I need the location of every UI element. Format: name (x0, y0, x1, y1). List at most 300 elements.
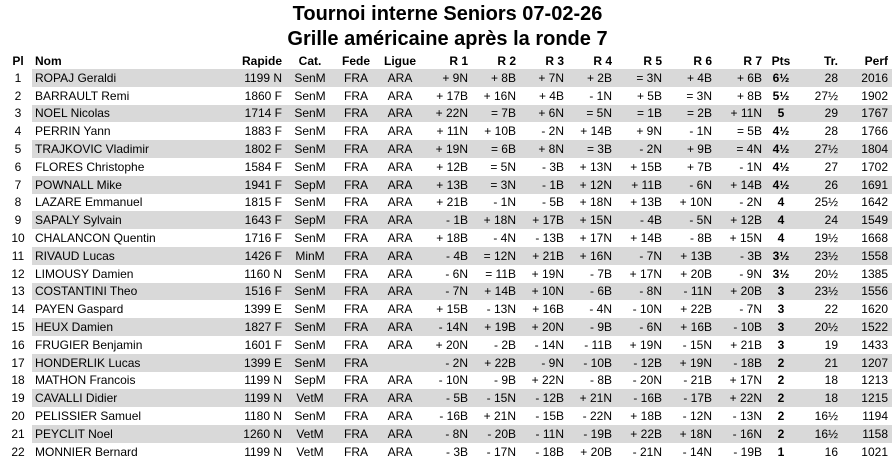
cell-federation: FRA (344, 88, 368, 103)
header-cat: Cat. (298, 53, 322, 68)
table-row (4, 122, 892, 140)
header-r5: R 5 (643, 53, 662, 68)
cell-category: SenM (286, 105, 334, 123)
cell-player-name: NOEL Nicolas (32, 105, 194, 123)
header-r3: R 3 (545, 53, 564, 68)
header-r6: R 6 (693, 53, 712, 68)
cell-round-5: = 1B (616, 105, 666, 123)
cell-round-4: - 8B (589, 373, 612, 388)
cell-points: 4 (777, 195, 785, 210)
cell-round-4: - 10B (568, 354, 616, 372)
cell-round-6: + 7B (686, 159, 712, 174)
table-row (4, 443, 892, 461)
cell-rating: 1426 F (194, 247, 286, 265)
cell-round-3: + 17B (520, 211, 568, 229)
table-row (4, 229, 892, 247)
cell-performance: 1021 (861, 444, 888, 459)
cell-tiebreak: 28 (796, 69, 842, 87)
cell-rating: 1860 F (244, 88, 282, 103)
cell-performance: 1215 (842, 389, 892, 407)
cell-round-3: - 2N (541, 124, 564, 139)
cell-league: ARA (387, 337, 413, 352)
cell-round-6: - 21B (683, 373, 712, 388)
cell-performance: 1385 (861, 266, 888, 281)
cell-round-5: - 12B (616, 354, 666, 372)
cell-league: ARA (378, 283, 422, 301)
table-row (4, 176, 892, 194)
cell-place: 22 (11, 444, 25, 459)
cell-round-6: + 19N (666, 354, 716, 372)
cell-federation: FRA (334, 389, 378, 407)
cell-place: 10 (11, 231, 25, 246)
cell-place: 9 (14, 213, 22, 228)
cell-league: ARA (387, 409, 413, 424)
cell-league: ARA (378, 176, 422, 194)
cell-performance: 1766 (861, 124, 888, 139)
cell-round-7: + 21B (730, 337, 762, 352)
cell-performance: 1804 (842, 140, 892, 158)
table-row (4, 407, 892, 425)
cell-place: 5 (14, 142, 22, 157)
cell-place: 16 (11, 337, 25, 352)
cell-round-6: - 17B (666, 389, 716, 407)
cell-round-1: - 2N (422, 354, 472, 372)
cell-points: 4½ (766, 176, 796, 194)
cell-category: SenM (286, 140, 334, 158)
cell-league: ARA (387, 302, 413, 317)
header-r7: R 7 (743, 53, 762, 68)
cell-place: 17 (11, 355, 25, 370)
cell-round-4: + 13N (579, 159, 612, 174)
cell-league: ARA (378, 105, 422, 123)
header-r4: R 4 (593, 53, 612, 68)
cell-place: 7 (14, 177, 22, 192)
cell-performance: 1158 (842, 425, 892, 443)
cell-round-2: + 14B (472, 283, 520, 301)
cell-round-4: - 11B (584, 337, 612, 352)
cell-place: 13 (11, 284, 25, 299)
cell-category: VetM (286, 425, 334, 443)
standings-table (4, 52, 892, 461)
cell-round-4: = 5N (568, 105, 616, 123)
cell-category: SenM (294, 266, 326, 281)
page-subtitle: Grille américaine après la ronde 7 (287, 28, 608, 50)
cell-round-3: - 3B (541, 159, 564, 174)
cell-league (378, 354, 422, 372)
cell-rating: 1516 F (194, 283, 286, 301)
cell-round-1: - 3B (445, 444, 468, 459)
table-row (4, 158, 892, 176)
cell-round-6: + 22B (680, 302, 712, 317)
cell-round-4: - 1N (589, 88, 612, 103)
header-ligue: Ligue (384, 53, 416, 68)
cell-rating: 1260 N (194, 425, 286, 443)
cell-round-3: - 15B (535, 409, 564, 424)
cell-round-5: - 20N (632, 373, 662, 388)
cell-league: ARA (387, 159, 413, 174)
cell-tiebreak: 28 (824, 124, 838, 139)
cell-round-5: - 21N (632, 444, 662, 459)
cell-performance: 1668 (861, 231, 888, 246)
cell-place: 15 (11, 320, 25, 335)
cell-league: ARA (378, 247, 422, 265)
cell-round-1: + 22N (422, 105, 472, 123)
cell-round-4: + 16N (568, 247, 616, 265)
cell-league: ARA (378, 69, 422, 87)
cell-tiebreak: 19 (824, 337, 838, 352)
cell-performance: 1691 (842, 176, 892, 194)
cell-round-7: = 5B (736, 124, 762, 139)
cell-category: SenM (286, 354, 334, 372)
cell-tiebreak: 27½ (796, 140, 842, 158)
cell-rating: 1643 F (194, 211, 286, 229)
cell-round-4: + 21N (568, 389, 616, 407)
cell-category: SenM (294, 302, 326, 317)
cell-round-6: - 12N (682, 409, 712, 424)
cell-category: SenM (286, 283, 334, 301)
cell-round-2: + 10B (484, 124, 516, 139)
cell-performance: 1902 (861, 88, 888, 103)
cell-place: 14 (11, 302, 25, 317)
cell-round-1: + 19N (422, 140, 472, 158)
cell-points: 3 (766, 318, 796, 336)
cell-round-7: + 20B (716, 283, 766, 301)
header-r1: R 1 (449, 53, 468, 68)
cell-federation: FRA (334, 211, 378, 229)
cell-federation: FRA (344, 124, 368, 139)
cell-tiebreak: 24 (796, 211, 842, 229)
cell-category: SenM (294, 409, 326, 424)
cell-round-4: + 12N (568, 176, 616, 194)
cell-round-3: + 10N (520, 283, 568, 301)
cell-round-5: + 11B (616, 176, 666, 194)
cell-points: 4 (777, 231, 785, 246)
cell-round-3: + 8N (520, 140, 568, 158)
table-row (4, 69, 892, 87)
cell-tiebreak: 18 (796, 389, 842, 407)
table-header-row (4, 52, 892, 69)
cell-round-5: + 13B (630, 195, 662, 210)
cell-category: MinM (286, 247, 334, 265)
cell-performance: 1620 (861, 302, 888, 317)
header-rapide: Rapide (241, 53, 282, 68)
cell-category: SepM (286, 211, 334, 229)
cell-tiebreak: 23½ (796, 247, 842, 265)
cell-player-name: PAYEN Gaspard (35, 302, 124, 317)
cell-federation: FRA (334, 283, 378, 301)
cell-player-name: TRAJKOVIC Vladimir (32, 140, 194, 158)
cell-round-3: + 6N (520, 105, 568, 123)
cell-tiebreak: 27 (824, 159, 838, 174)
cell-round-2: - 17N (486, 444, 516, 459)
cell-league: ARA (387, 195, 413, 210)
cell-player-name: FRUGIER Benjamin (35, 337, 143, 352)
cell-federation: FRA (334, 176, 378, 194)
cell-performance: 1433 (861, 337, 888, 352)
cell-round-5: - 2N (616, 140, 666, 158)
cell-round-5: + 9N (636, 124, 662, 139)
cell-round-2: - 9B (493, 373, 516, 388)
cell-round-3: + 21B (520, 247, 568, 265)
cell-round-5: = 3N (616, 69, 666, 87)
cell-rating: 1601 F (244, 337, 282, 352)
cell-federation: FRA (344, 373, 368, 388)
cell-round-5: - 4B (616, 211, 666, 229)
cell-league: ARA (387, 266, 413, 281)
cell-round-4: - 19B (568, 425, 616, 443)
cell-round-1: + 12B (436, 159, 468, 174)
cell-round-1: - 14N (422, 318, 472, 336)
cell-place: 6 (14, 159, 22, 174)
cell-round-7: + 14B (716, 176, 766, 194)
cell-player-name: HONDERLIK Lucas (32, 354, 194, 372)
cell-round-6: - 1N (689, 124, 712, 139)
cell-round-5: - 16B (616, 389, 666, 407)
cell-federation: FRA (344, 409, 368, 424)
cell-tiebreak: 26 (796, 176, 842, 194)
cell-round-4: + 15N (568, 211, 616, 229)
cell-rating: 1199 N (244, 373, 282, 388)
cell-round-7: + 17N (729, 373, 762, 388)
cell-place: 8 (14, 195, 22, 210)
cell-round-7: - 13N (732, 409, 762, 424)
cell-rating: 1399 E (194, 354, 286, 372)
table-row (4, 389, 892, 407)
cell-round-5: + 19N (629, 337, 662, 352)
cell-round-3: + 20N (520, 318, 568, 336)
cell-round-7: + 15N (729, 231, 762, 246)
cell-round-7: - 7N (739, 302, 762, 317)
cell-category: SenM (294, 231, 326, 246)
cell-player-name: MATHON Francois (35, 373, 136, 388)
cell-round-5: - 8N (616, 283, 666, 301)
cell-round-3: - 11N (520, 425, 568, 443)
cell-round-7: - 19B (733, 444, 762, 459)
cell-rating: 1716 F (244, 231, 282, 246)
cell-rating: 1199 N (194, 69, 286, 87)
cell-player-name: ROPAJ Geraldi (32, 69, 194, 87)
cell-rating: 1180 N (244, 409, 282, 424)
cell-round-6: - 14N (682, 444, 712, 459)
cell-player-name: FLORES Christophe (35, 159, 145, 174)
cell-round-4: + 20B (580, 444, 612, 459)
cell-category: SenM (294, 124, 326, 139)
cell-performance: 2016 (842, 69, 892, 87)
cell-round-2: = 5N (490, 159, 516, 174)
cell-round-6: + 20B (680, 266, 712, 281)
cell-player-name: PEYCLIT Noel (32, 425, 194, 443)
cell-performance: 1549 (842, 211, 892, 229)
cell-round-2: = 7B (472, 105, 520, 123)
cell-round-4: + 17N (579, 231, 612, 246)
cell-round-2: - 13N (486, 302, 516, 317)
cell-round-1: + 13B (422, 176, 472, 194)
cell-round-4: + 2B (568, 69, 616, 87)
cell-place: 3 (14, 106, 22, 121)
cell-round-6: - 11N (666, 283, 716, 301)
cell-points: 4 (766, 211, 796, 229)
cell-round-4: - 9B (568, 318, 616, 336)
cell-federation: FRA (334, 105, 378, 123)
cell-rating: 1941 F (194, 176, 286, 194)
cell-federation: FRA (344, 195, 368, 210)
cell-category: SenM (294, 88, 326, 103)
cell-round-4: - 4N (589, 302, 612, 317)
cell-round-1: + 11N (436, 124, 468, 139)
header-tr: Tr. (823, 53, 838, 68)
cell-tiebreak: 18 (824, 373, 838, 388)
cell-round-2: - 4N (493, 231, 516, 246)
cell-category: SenM (294, 337, 326, 352)
cell-place: 18 (11, 373, 25, 388)
cell-round-6: + 16B (666, 318, 716, 336)
cell-round-3: - 9N (520, 354, 568, 372)
cell-performance: 1522 (842, 318, 892, 336)
cell-round-7: + 11N (716, 105, 766, 123)
header-pts: Pts (771, 53, 791, 68)
cell-place: 12 (11, 266, 25, 281)
cell-points: 5 (766, 105, 796, 123)
cell-points: 1 (777, 444, 785, 459)
cell-round-6: - 15N (682, 337, 712, 352)
cell-round-1: - 10N (438, 373, 468, 388)
cell-points: 3½ (766, 247, 796, 265)
cell-round-5: + 5B (636, 88, 662, 103)
cell-performance: 1702 (861, 159, 888, 174)
cell-points: 5½ (772, 88, 790, 103)
table-row (4, 336, 892, 354)
header-perf: Perf (864, 53, 888, 68)
cell-tiebreak: 25½ (814, 195, 838, 210)
cell-federation: FRA (334, 354, 378, 372)
cell-federation: FRA (344, 231, 368, 246)
cell-round-2: + 18N (472, 211, 520, 229)
cell-player-name: BARRAULT Remi (35, 88, 130, 103)
cell-round-5: + 22B (616, 425, 666, 443)
cell-round-7: - 18B (716, 354, 766, 372)
cell-round-6: = 2B (666, 105, 716, 123)
cell-rating: 1399 E (243, 302, 282, 317)
cell-round-1: - 8N (422, 425, 472, 443)
cell-round-2: + 16N (483, 88, 516, 103)
cell-round-4: + 14B (580, 124, 612, 139)
cell-league: ARA (378, 318, 422, 336)
cell-round-3: - 12B (520, 389, 568, 407)
cell-round-2: = 11B (485, 266, 516, 281)
cell-place: 20 (11, 409, 25, 424)
table-row (4, 425, 892, 443)
cell-federation: FRA (344, 159, 368, 174)
cell-league: ARA (387, 444, 413, 459)
cell-federation: FRA (344, 302, 368, 317)
cell-place: 11 (11, 248, 25, 263)
cell-round-6: + 18N (666, 425, 716, 443)
cell-round-6: + 10N (679, 195, 712, 210)
cell-round-6: - 5N (666, 211, 716, 229)
table-row (4, 194, 892, 212)
cell-category: SenM (294, 159, 326, 174)
table-row (4, 265, 892, 283)
cell-round-7: - 10B (716, 318, 766, 336)
cell-federation: FRA (334, 69, 378, 87)
table-row (4, 211, 892, 229)
cell-tiebreak: 16 (824, 444, 838, 459)
cell-category: SepM (286, 176, 334, 194)
table-row (4, 87, 892, 105)
cell-league: ARA (387, 124, 413, 139)
header-fede: Fede (341, 53, 370, 68)
cell-round-2: = 12N (472, 247, 520, 265)
cell-rating: 1827 F (194, 318, 286, 336)
cell-rating: 1160 N (244, 266, 282, 281)
cell-round-7: + 22N (716, 389, 766, 407)
table-row (4, 354, 892, 372)
cell-round-1: + 18B (436, 231, 468, 246)
cell-federation: FRA (344, 337, 368, 352)
cell-player-name: POWNALL Mike (32, 176, 194, 194)
cell-league: ARA (387, 231, 413, 246)
cell-points: 4½ (772, 159, 790, 174)
cell-points: 2 (766, 354, 796, 372)
cell-category: SenM (286, 318, 334, 336)
cell-round-4: - 22N (582, 409, 612, 424)
header-r2: R 2 (497, 53, 516, 68)
cell-performance: 1558 (842, 247, 892, 265)
cell-rating: 1199 N (194, 389, 286, 407)
table-row (4, 318, 892, 336)
cell-round-2: + 19B (472, 318, 520, 336)
cell-round-5: + 14B (630, 231, 662, 246)
cell-round-7: - 9N (739, 266, 762, 281)
cell-round-2: = 3N (472, 176, 520, 194)
cell-round-3: - 18B (535, 444, 564, 459)
cell-league: ARA (387, 88, 413, 103)
cell-federation: FRA (334, 318, 378, 336)
cell-round-7: - 2N (739, 195, 762, 210)
cell-round-2: = 6B (472, 140, 520, 158)
cell-round-3: - 13B (535, 231, 564, 246)
cell-player-name: CAVALLI Didier (32, 389, 194, 407)
cell-points: 3 (766, 283, 796, 301)
cell-league: ARA (378, 140, 422, 158)
cell-rating: 1883 F (244, 124, 282, 139)
cell-round-2: + 8B (472, 69, 520, 87)
cell-round-3: - 1B (520, 176, 568, 194)
table-row (4, 300, 892, 318)
cell-performance: 1207 (842, 354, 892, 372)
cell-round-4: - 7B (589, 266, 612, 281)
cell-player-name: HEUX Damien (32, 318, 194, 336)
cell-points: 6½ (766, 69, 796, 87)
cell-player-name: PELISSIER Samuel (35, 409, 142, 424)
cell-category: SenM (286, 69, 334, 87)
cell-player-name: LIMOUSY Damien (35, 266, 134, 281)
cell-category: VetM (296, 444, 324, 459)
cell-category: VetM (286, 389, 334, 407)
cell-round-2: - 1N (493, 195, 516, 210)
cell-points: 2 (777, 373, 785, 388)
cell-points: 2 (777, 409, 785, 424)
cell-place: 2 (14, 88, 22, 103)
cell-round-7: + 12B (716, 211, 766, 229)
cell-round-3: + 22N (531, 373, 564, 388)
cell-round-6: - 8B (689, 231, 712, 246)
cell-round-1: - 1B (422, 211, 472, 229)
cell-performance: 1556 (842, 283, 892, 301)
cell-round-3: + 16B (532, 302, 564, 317)
page-title: Tournoi interne Seniors 07-02-26 (292, 3, 603, 25)
table-row (4, 372, 892, 390)
